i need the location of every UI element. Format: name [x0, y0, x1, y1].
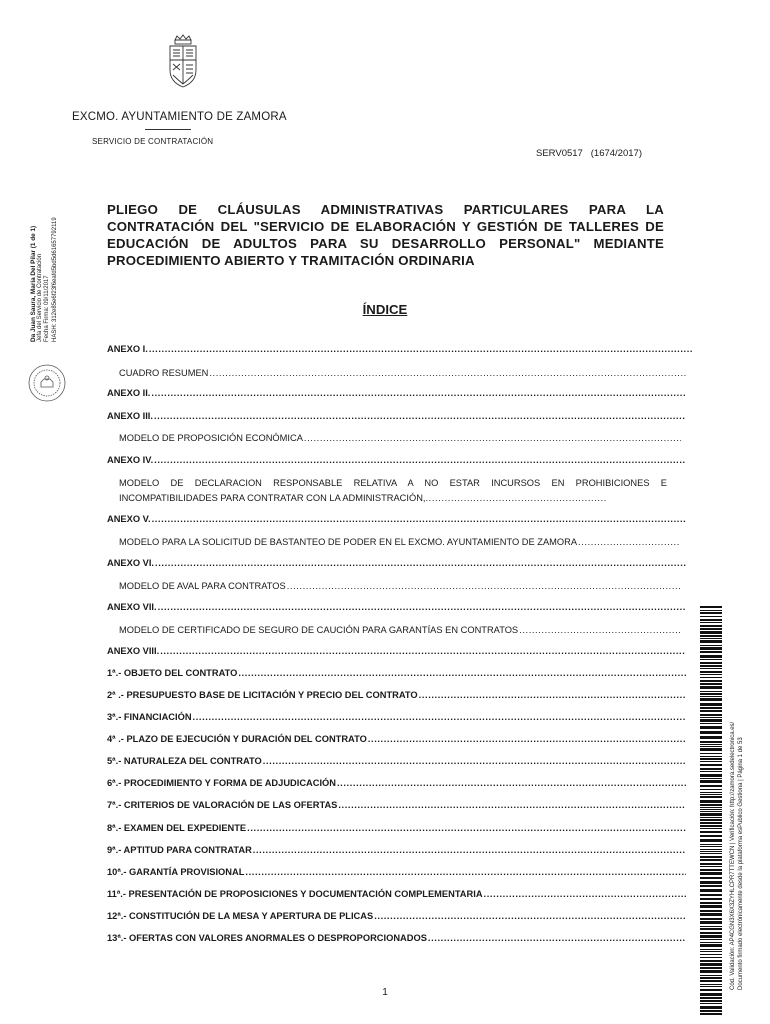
leader-dots [373, 910, 686, 923]
index-entry-label: ANEXO V. [107, 514, 151, 524]
index-entry-label: ANEXO III. [107, 411, 153, 421]
index-entry-label: ANEXO IV. [107, 455, 154, 465]
index-entry-clause-4[interactable] [107, 733, 686, 746]
index-entry-clause-7[interactable] [107, 799, 686, 812]
leader-dots [153, 454, 686, 467]
index-entry-anexo-iv[interactable] [107, 454, 686, 467]
header-divider [145, 129, 191, 130]
leader-dots [252, 844, 686, 857]
index-entry-anexo-v[interactable] [107, 513, 686, 526]
verification-platform-line: Documento firmado electrónicamente desde la plataforma esPublico Gestiona | Página 1 de 53 [737, 737, 744, 990]
page-number: 1 [382, 987, 388, 998]
leader-dots [518, 624, 680, 637]
leader-dots [262, 755, 686, 768]
verification-code-line: Cód. Validación: AP4CGN3X6X3ZYHLCPR7TTEWCN | Verificación: http://zamora.sedelectronica.es/ [730, 721, 736, 990]
index-entry-label: MODELO DE PROPOSICIÓN ECONÓMICA [119, 433, 303, 443]
index-entry-label: ANEXO II. [107, 388, 151, 398]
index-entry-modelo-declaracion[interactable] [119, 476, 667, 506]
coat-of-arms-icon [166, 34, 200, 90]
index-entry-clause-5[interactable] [107, 755, 686, 768]
index-entry-clause-6[interactable] [107, 777, 686, 790]
index-entry-label: MODELO PARA LA SOLICITUD DE BASTANTEO DE PODER EN EL EXCMO. AYUNTAMIENTO DE ZAMORA [119, 537, 578, 547]
index-entry-modelo-seguro[interactable] [119, 624, 680, 637]
index-entry-label: MODELO DE CERTIFICADO DE SEGURO DE CAUCIÓN PARA GARANTÍAS EN CONTRATOS [119, 625, 519, 635]
document-title: PLIEGO DE CLÁUSULAS ADMINISTRATIVAS PARTICULARES PARA LA CONTRATACIÓN DEL "SERVICIO DE ELABORACIÓN Y GESTIÓN DE TALLERES DE EDUCACIÓN DE ADULTOS PARA SU DESARROLLO PERSONAL" MEDIANTE PROCEDIMIENTO ABIERTO Y TRAMITACIÓN ORDINARIA [107, 202, 664, 268]
leader-dots [244, 866, 686, 879]
leader-dots: ......................................................... [425, 493, 607, 503]
document-reference: SERV0517 (1674/2017) [536, 148, 642, 159]
leader-dots [208, 367, 686, 380]
leader-dots [237, 667, 686, 680]
leader-dots [192, 711, 686, 724]
signature-block [30, 182, 59, 342]
index-entry-label: 10ª.- GARANTÍA PROVISIONAL [107, 867, 245, 877]
index-entry-clause-10[interactable] [107, 866, 686, 879]
leader-dots [418, 689, 686, 702]
index-entry-modelo-proposicion[interactable] [119, 432, 681, 445]
index-entry-anexo-vii[interactable] [107, 601, 686, 614]
index-entry-clause-12[interactable] [107, 910, 686, 923]
leader-dots [303, 432, 681, 445]
leader-dots [153, 410, 686, 423]
index-entry-clause-3[interactable] [107, 711, 686, 724]
index-entry-label: ANEXO VII. [107, 602, 157, 612]
index-entry-anexo-i[interactable] [107, 343, 693, 356]
leader-dots [151, 513, 686, 526]
index-entry-label: ANEXO VIII. [107, 646, 160, 656]
index-entry-anexo-ii[interactable] [107, 387, 686, 400]
leader-dots [157, 601, 686, 614]
index-entry-label: 9ª.- APTITUD PARA CONTRATAR [107, 845, 252, 855]
index-entry-cuadro-resumen[interactable] [119, 367, 686, 380]
index-entry-label: 4ª .- PLAZO DE EJECUCIÓN Y DURACIÓN DEL CONTRATO [107, 734, 367, 744]
index-entry-label: ANEXO VI. [107, 558, 155, 568]
official-seal-icon [27, 363, 67, 403]
verification-text [730, 630, 745, 990]
index-entry-label: MODELO DE AVAL PARA CONTRATOS [119, 581, 286, 591]
index-entry-modelo-bastanteo[interactable] [119, 536, 680, 549]
leader-dots [367, 733, 686, 746]
index-entry-label: ANEXO I. [107, 344, 148, 354]
organization-name: EXCMO. AYUNTAMIENTO DE ZAMORA [72, 111, 287, 123]
signer-role: Jefa del Servicio de Contratación [37, 253, 44, 342]
leader-dots [148, 343, 693, 356]
index-entry-clause-2[interactable] [107, 689, 686, 702]
leader-dots [483, 888, 686, 901]
index-entry-label: MODELO DE DECLARACION RESPONSABLE RELATIVA A NO ESTAR INCURSOS EN PROHIBICIONES E INCOMPATIBILIDADES PARA CONTRATAR CON LA ADMINISTRACIÓN, [119, 478, 667, 503]
index-entry-label: 1ª.- OBJETO DEL CONTRATO [107, 668, 238, 678]
department-name: SERVICIO DE CONTRATACIÓN [92, 137, 214, 146]
index-entry-label: 7ª.- CRITERIOS DE VALORACIÓN DE LAS OFERTAS [107, 800, 338, 810]
index-entry-label: 5ª.- NATURALEZA DEL CONTRATO [107, 756, 262, 766]
leader-dots [427, 932, 686, 945]
index-entry-clause-11[interactable] [107, 888, 686, 901]
signer-name: Da Juan Saura, María Del Pilar (1 de 1) [30, 225, 37, 342]
signature-date: Fecha Firma: 09/11/2017 [44, 275, 51, 342]
index-entry-clause-1[interactable] [107, 667, 686, 680]
index-entry-label: 13ª.- OFERTAS CON VALORES ANORMALES O DESPROPORCIONADOS [107, 933, 427, 943]
leader-dots [150, 387, 686, 400]
index-entry-label: CUADRO RESUMEN [119, 368, 209, 378]
index-entry-label: 8ª.- EXAMEN DEL EXPEDIENTE [107, 823, 247, 833]
barcode-icon [700, 606, 722, 1016]
signature-hash: HASH: 312e85e6f23f6eafd5bd5d61657792119 [51, 217, 58, 342]
index-entry-clause-9[interactable] [107, 844, 686, 857]
leader-dots [159, 645, 686, 658]
index-entry-label: 6ª.- PROCEDIMIENTO Y FORMA DE ADJUDICACIÓN [107, 778, 336, 788]
index-entry-clause-13[interactable] [107, 932, 686, 945]
index-heading: ÍNDICE [362, 302, 408, 317]
index-entry-clause-8[interactable] [107, 822, 686, 835]
leader-dots [154, 557, 686, 570]
index-entry-label: 3ª.- FINANCIACIÓN [107, 712, 192, 722]
index-entry-anexo-viii[interactable] [107, 645, 686, 658]
index-entry-label: 12ª.- CONSTITUCIÓN DE LA MESA Y APERTURA DE PLICAS [107, 911, 374, 921]
index-entry-anexo-vi[interactable] [107, 557, 686, 570]
leader-dots [577, 536, 680, 549]
index-entry-label: 2ª .- PRESUPUESTO BASE DE LICITACIÓN Y PRECIO DEL CONTRATO [107, 690, 418, 700]
leader-dots [336, 777, 686, 790]
index-entry-anexo-iii[interactable] [107, 410, 686, 423]
index-entry-modelo-aval[interactable] [119, 580, 681, 593]
leader-dots [286, 580, 681, 593]
leader-dots [246, 822, 686, 835]
index-entry-label: 11ª.- PRESENTACIÓN DE PROPOSICIONES Y DOCUMENTACIÓN COMPLEMENTARIA [107, 889, 483, 899]
leader-dots [337, 799, 686, 812]
